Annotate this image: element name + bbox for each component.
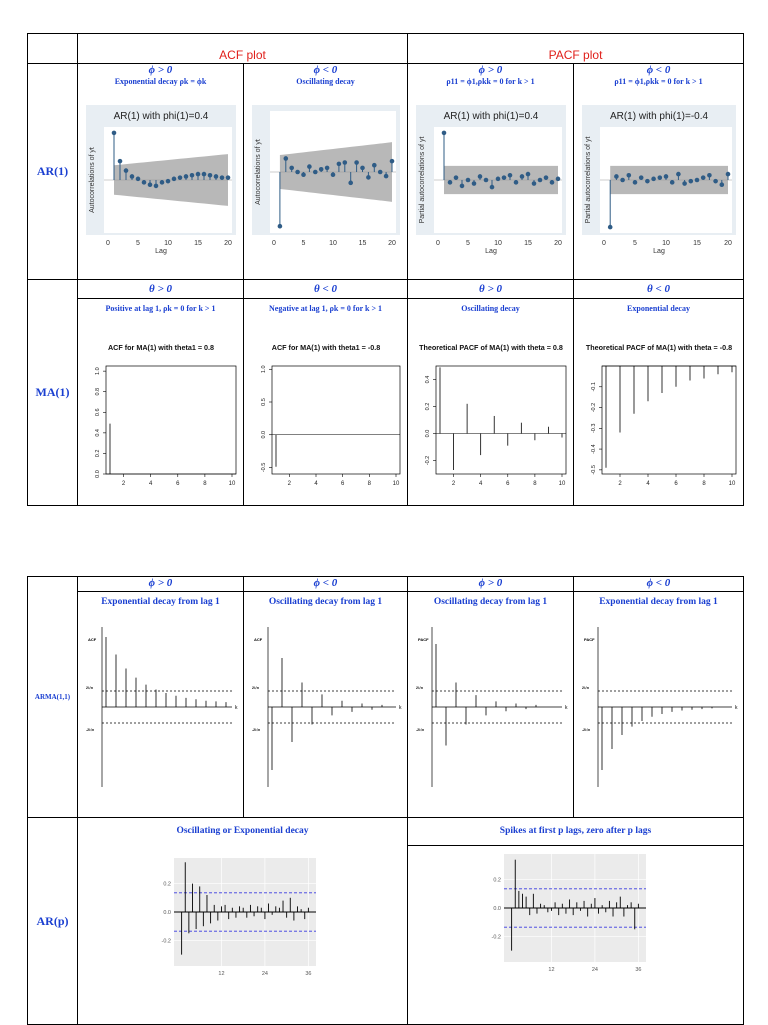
acf-point bbox=[142, 180, 147, 185]
x-variable: k bbox=[399, 705, 402, 711]
ma1-row-label: MA(1) bbox=[28, 280, 78, 506]
acf-point bbox=[484, 178, 489, 183]
description: Oscillating decay from lag 1 bbox=[408, 591, 573, 607]
acf-point bbox=[130, 174, 135, 179]
description: Negative at lag 1, ρk = 0 for k > 1 bbox=[244, 298, 407, 314]
condition-label: ϕ > 0 bbox=[148, 577, 173, 589]
upper-band-label: 2/√n bbox=[416, 686, 423, 690]
ar1-pacf-pos-cell bbox=[408, 64, 574, 280]
y-tick-label: 0.2 bbox=[163, 881, 171, 888]
y-tick-label: 0.0 bbox=[95, 470, 101, 478]
upper-band-label: 2/√n bbox=[86, 686, 93, 690]
arma-acf-osc-chart bbox=[244, 607, 408, 807]
acf-point bbox=[202, 172, 207, 177]
acf-point bbox=[448, 180, 453, 185]
arma-cell-4 bbox=[574, 577, 744, 818]
acf-point bbox=[178, 175, 183, 180]
arma-pacf-osc-chart bbox=[408, 607, 574, 807]
plot-frame bbox=[436, 366, 566, 474]
acf-point bbox=[166, 179, 171, 184]
pacf-header: PACF plot bbox=[548, 48, 603, 62]
ar1-pacf-negative-chart bbox=[574, 87, 744, 277]
x-tick-label: 6 bbox=[506, 481, 510, 487]
condition-label: ϕ > 0 bbox=[478, 577, 503, 589]
description: Exponential decay from lag 1 bbox=[574, 591, 743, 607]
x-tick-label: 0 bbox=[602, 240, 606, 247]
x-tick-label: 2 bbox=[618, 481, 622, 487]
acf-point bbox=[538, 178, 543, 183]
acf-point bbox=[284, 156, 289, 161]
acf-point bbox=[713, 179, 718, 184]
x-tick-label: 4 bbox=[478, 481, 483, 487]
acf-point bbox=[313, 170, 318, 175]
plot-title: Theoretical PACF of MA(1) with theta = -0.8 bbox=[585, 343, 733, 352]
x-tick-label: 10 bbox=[329, 240, 337, 247]
lower-band-label: -2/√n bbox=[582, 728, 591, 732]
plot-title: AR(1) with phi(1)=-0.4 bbox=[609, 111, 709, 122]
x-tick-label: 10 bbox=[494, 240, 502, 247]
table-ar-ma bbox=[27, 33, 744, 506]
x-tick-label: 2 bbox=[121, 481, 126, 487]
x-tick-label: 36 bbox=[305, 971, 312, 977]
acf-point bbox=[466, 178, 471, 183]
acf-point bbox=[454, 175, 459, 180]
ma1-pacf-neg-cell bbox=[574, 280, 744, 506]
acf-point bbox=[118, 159, 123, 164]
arp-pacf-cell bbox=[408, 818, 744, 1025]
plot-frame bbox=[602, 366, 736, 474]
arma-acf-exp-chart bbox=[78, 607, 244, 807]
lower-band-label: -2/√n bbox=[252, 728, 261, 732]
x-tick-label: 10 bbox=[228, 481, 236, 487]
condition-label: ϕ < 0 bbox=[646, 577, 671, 589]
y-tick-label: 0.2 bbox=[95, 449, 101, 458]
x-tick-label: 6 bbox=[674, 481, 678, 487]
x-tick-label: 2 bbox=[451, 481, 456, 487]
acf-point bbox=[460, 184, 465, 189]
acf-point bbox=[502, 175, 507, 180]
x-tick-label: 24 bbox=[261, 971, 268, 977]
x-tick-label: 8 bbox=[533, 481, 537, 487]
acf-point bbox=[366, 175, 371, 180]
ma1-acf-positive-chart bbox=[78, 314, 244, 504]
x-axis-label: Lag bbox=[485, 248, 497, 255]
y-tick-label: 0.4 bbox=[425, 375, 431, 384]
acf-point bbox=[472, 181, 477, 186]
lower-band-label: -2/√n bbox=[416, 728, 425, 732]
acf-point bbox=[337, 162, 342, 167]
acf-point bbox=[319, 167, 324, 172]
ma1-acf-negative-chart bbox=[244, 314, 408, 504]
acf-header: ACF plot bbox=[219, 48, 266, 62]
acf-point bbox=[670, 180, 675, 185]
plot-title: AR(1) with phi(1)=0.4 bbox=[443, 111, 539, 122]
x-tick-label: 2 bbox=[287, 481, 292, 487]
acf-point bbox=[544, 175, 549, 180]
acf-point bbox=[112, 131, 117, 136]
condition-label: ϕ > 0 bbox=[148, 64, 173, 76]
acf-point bbox=[676, 172, 681, 177]
y-tick-label: 0.2 bbox=[493, 877, 501, 884]
upper-band-label: 2/√n bbox=[582, 686, 589, 690]
x-axis-label: Lag bbox=[155, 248, 167, 255]
x-tick-label: 20 bbox=[224, 240, 232, 247]
ar1-pacf-neg-cell bbox=[574, 64, 744, 280]
condition-label: ϕ < 0 bbox=[313, 64, 338, 76]
acf-point bbox=[627, 173, 632, 178]
x-tick-label: 8 bbox=[203, 481, 207, 487]
y-axis-label: Autocorrelations of yt bbox=[255, 139, 262, 205]
x-tick-label: 5 bbox=[633, 240, 637, 247]
acf-point bbox=[695, 178, 700, 183]
y-tick-label: 0.0 bbox=[425, 429, 431, 438]
acf-point bbox=[360, 166, 365, 171]
arma-cell-3 bbox=[408, 577, 574, 818]
acf-point bbox=[307, 164, 312, 169]
x-variable: k bbox=[735, 705, 738, 711]
acf-point bbox=[514, 180, 519, 185]
acf-point bbox=[658, 175, 663, 180]
y-tick-label: 0.6 bbox=[95, 408, 101, 417]
arma-pacf-exp-chart bbox=[574, 607, 744, 807]
acf-point bbox=[608, 225, 613, 230]
acf-point bbox=[707, 173, 712, 178]
y-tick-label: -0.2 bbox=[161, 938, 171, 945]
acf-point bbox=[645, 179, 650, 184]
acf-point bbox=[226, 175, 231, 180]
condition-label: θ < 0 bbox=[314, 283, 337, 295]
acf-point bbox=[520, 174, 525, 179]
condition-label: ϕ < 0 bbox=[646, 64, 671, 76]
arma-cell-1 bbox=[78, 577, 244, 818]
arma-row-label: ARMA(1,1) bbox=[28, 577, 78, 818]
y-tick-label: -0.2 bbox=[491, 934, 501, 941]
x-tick-label: 0 bbox=[436, 240, 440, 247]
x-tick-label: 10 bbox=[728, 481, 736, 487]
condition-label: ϕ > 0 bbox=[478, 64, 503, 76]
plot-axis-label: ACF bbox=[254, 637, 263, 642]
y-tick-label: -0.3 bbox=[591, 423, 597, 434]
pacf-header-cell bbox=[408, 34, 744, 64]
description: Exponential decay from lag 1 bbox=[78, 591, 243, 607]
x-variable: k bbox=[565, 705, 568, 711]
condition-label: ϕ < 0 bbox=[313, 577, 338, 589]
acf-point bbox=[301, 172, 306, 177]
y-tick-label: 0.0 bbox=[493, 906, 501, 912]
ar1-acf-pos-cell bbox=[78, 64, 244, 280]
description: Oscillating decay bbox=[408, 298, 573, 314]
x-tick-label: 24 bbox=[591, 967, 598, 973]
ar1-row-label: AR(1) bbox=[28, 64, 78, 280]
acf-point bbox=[172, 177, 177, 182]
x-tick-label: 6 bbox=[340, 481, 345, 487]
x-tick-label: 10 bbox=[164, 240, 172, 247]
acf-point bbox=[726, 172, 731, 177]
x-tick-label: 10 bbox=[558, 481, 566, 487]
description: Exponential decay ρk = ϕk bbox=[114, 77, 207, 86]
x-tick-label: 6 bbox=[176, 481, 180, 487]
arp-row-label: AR(p) bbox=[28, 818, 78, 1025]
y-axis-label: Partial autocorrelations of yt bbox=[419, 136, 426, 224]
condition-label: θ < 0 bbox=[647, 283, 670, 295]
acf-point bbox=[325, 166, 330, 171]
acf-point bbox=[343, 160, 348, 165]
upper-band-label: 2/√n bbox=[252, 686, 259, 690]
acf-point bbox=[442, 131, 447, 136]
plot-axis-label: PACF bbox=[418, 637, 429, 642]
acf-point bbox=[208, 173, 213, 178]
acf-point bbox=[384, 174, 389, 179]
ar1-acf-negative-chart bbox=[244, 87, 408, 277]
acf-point bbox=[331, 172, 336, 177]
plot-frame bbox=[106, 366, 236, 474]
condition-label: θ > 0 bbox=[149, 283, 172, 295]
x-tick-label: 12 bbox=[218, 971, 225, 977]
x-tick-label: 8 bbox=[702, 481, 706, 487]
acf-point bbox=[496, 177, 501, 182]
acf-point bbox=[136, 177, 141, 182]
x-variable: k bbox=[235, 705, 238, 711]
description: Positive at lag 1, ρk = 0 for k > 1 bbox=[78, 298, 243, 314]
x-tick-label: 15 bbox=[524, 240, 532, 247]
description: Oscillating or Exponential decay bbox=[176, 826, 309, 836]
y-tick-label: 0.0 bbox=[261, 430, 267, 439]
description: ρ11 = ϕ1,ρkk = 0 for k > 1 bbox=[446, 77, 535, 86]
plot-title: Theoretical PACF of MA(1) with theta = 0.8 bbox=[419, 343, 563, 352]
acf-point bbox=[556, 177, 561, 182]
table-arma-arp bbox=[27, 576, 744, 1025]
y-axis-label: Autocorrelations of yt bbox=[89, 147, 96, 213]
ma1-pacf-pos-cell bbox=[408, 280, 574, 506]
acf-point bbox=[214, 174, 219, 179]
acf-point bbox=[190, 173, 195, 178]
acf-point bbox=[633, 180, 638, 185]
acf-point bbox=[372, 163, 377, 168]
y-tick-label: 0.8 bbox=[95, 387, 101, 396]
arp-acf-chart bbox=[78, 836, 408, 1016]
acf-point bbox=[124, 168, 129, 173]
acf-point bbox=[196, 172, 201, 177]
y-axis-label: Partial autocorrelations of yt bbox=[585, 136, 592, 224]
y-tick-label: -0.1 bbox=[591, 382, 597, 392]
y-tick-label: 0.0 bbox=[163, 910, 171, 916]
acf-point bbox=[720, 182, 725, 187]
ar1-acf-neg-cell bbox=[244, 64, 408, 280]
ma1-pacf-positive-chart bbox=[408, 314, 574, 504]
y-tick-label: 1.0 bbox=[95, 367, 101, 375]
acf-point bbox=[651, 177, 656, 182]
acf-point bbox=[295, 170, 300, 175]
y-tick-label: -0.2 bbox=[591, 402, 597, 413]
acf-point bbox=[154, 184, 159, 189]
x-tick-label: 15 bbox=[194, 240, 202, 247]
acf-point bbox=[220, 175, 225, 180]
acf-point bbox=[639, 175, 644, 180]
x-tick-label: 10 bbox=[662, 240, 670, 247]
acf-point bbox=[478, 174, 483, 179]
arp-acf-cell bbox=[78, 818, 408, 1025]
x-tick-label: 5 bbox=[301, 240, 306, 247]
arp-pacf-chart bbox=[408, 846, 744, 1016]
condition-label: θ > 0 bbox=[479, 283, 502, 295]
x-tick-label: 5 bbox=[136, 240, 140, 247]
acf-point bbox=[390, 159, 395, 164]
x-axis-label: Lag bbox=[653, 248, 665, 255]
ar1-acf-positive-chart bbox=[78, 87, 244, 277]
acf-point bbox=[689, 179, 694, 184]
x-tick-label: 0 bbox=[106, 240, 110, 247]
acf-point bbox=[378, 170, 383, 175]
acf-point bbox=[354, 160, 359, 165]
plot-title: ACF for MA(1) with theta1 = 0.8 bbox=[107, 343, 215, 352]
y-tick-label: -0.5 bbox=[591, 465, 597, 475]
plot-title: AR(1) with phi(1)=0.4 bbox=[113, 111, 209, 122]
x-tick-label: 4 bbox=[646, 481, 650, 487]
ma1-acf-pos-cell bbox=[78, 280, 244, 506]
description: Oscillating decay bbox=[296, 77, 355, 86]
acf-point bbox=[550, 180, 555, 185]
acf-point bbox=[532, 181, 537, 186]
acf-point bbox=[526, 172, 531, 177]
acf-point bbox=[490, 185, 495, 190]
acf-point bbox=[614, 174, 619, 179]
y-tick-label: 0.5 bbox=[261, 398, 267, 406]
acf-point bbox=[701, 175, 706, 180]
x-tick-label: 20 bbox=[724, 240, 732, 247]
ar1-pacf-positive-chart bbox=[408, 87, 574, 277]
x-tick-label: 4 bbox=[314, 481, 318, 487]
arma-cell-2 bbox=[244, 577, 408, 818]
description: Exponential decay bbox=[574, 298, 743, 314]
x-tick-label: 20 bbox=[554, 240, 562, 247]
acf-point bbox=[289, 166, 294, 171]
x-tick-label: 0 bbox=[272, 240, 276, 247]
description: ρ11 = ϕ1,ρkk = 0 for k > 1 bbox=[614, 77, 703, 86]
ma1-pacf-negative-chart bbox=[574, 314, 744, 504]
x-tick-label: 10 bbox=[392, 481, 400, 487]
x-tick-label: 15 bbox=[693, 240, 701, 247]
y-tick-label: 0.2 bbox=[425, 402, 431, 411]
x-tick-label: 15 bbox=[358, 240, 367, 247]
description: Spikes at first p lags, zero after p lags bbox=[499, 826, 652, 836]
acf-point bbox=[160, 180, 165, 185]
description: Oscillating decay from lag 1 bbox=[244, 591, 407, 607]
corner-cell bbox=[28, 34, 78, 64]
x-tick-label: 5 bbox=[466, 240, 470, 247]
acf-point bbox=[664, 174, 669, 179]
acf-point bbox=[620, 178, 625, 183]
x-tick-label: 8 bbox=[367, 481, 372, 487]
lower-band-label: -2/√n bbox=[86, 728, 95, 732]
acf-point bbox=[148, 182, 153, 187]
y-tick-label: -0.2 bbox=[425, 455, 431, 466]
x-tick-label: 36 bbox=[635, 967, 642, 973]
acf-header-cell bbox=[78, 34, 408, 64]
plot-title: ACF for MA(1) with theta1 = -0.8 bbox=[271, 343, 381, 352]
ma1-acf-neg-cell bbox=[244, 280, 408, 506]
plot-axis-label: ACF bbox=[88, 637, 97, 642]
acf-point bbox=[348, 181, 353, 186]
x-tick-label: 20 bbox=[388, 240, 396, 247]
plot-axis-label: PACF bbox=[584, 637, 595, 642]
y-tick-label: 0.4 bbox=[95, 429, 101, 437]
acf-point bbox=[508, 173, 513, 178]
y-tick-label: -0.5 bbox=[261, 462, 267, 473]
x-tick-label: 4 bbox=[148, 481, 153, 487]
acf-point bbox=[184, 174, 189, 179]
plot-frame bbox=[272, 366, 400, 474]
x-tick-label: 12 bbox=[548, 967, 555, 973]
y-tick-label: 1.0 bbox=[261, 365, 267, 374]
y-tick-label: -0.4 bbox=[591, 444, 597, 454]
acf-point bbox=[278, 224, 283, 229]
acf-point bbox=[682, 181, 687, 186]
